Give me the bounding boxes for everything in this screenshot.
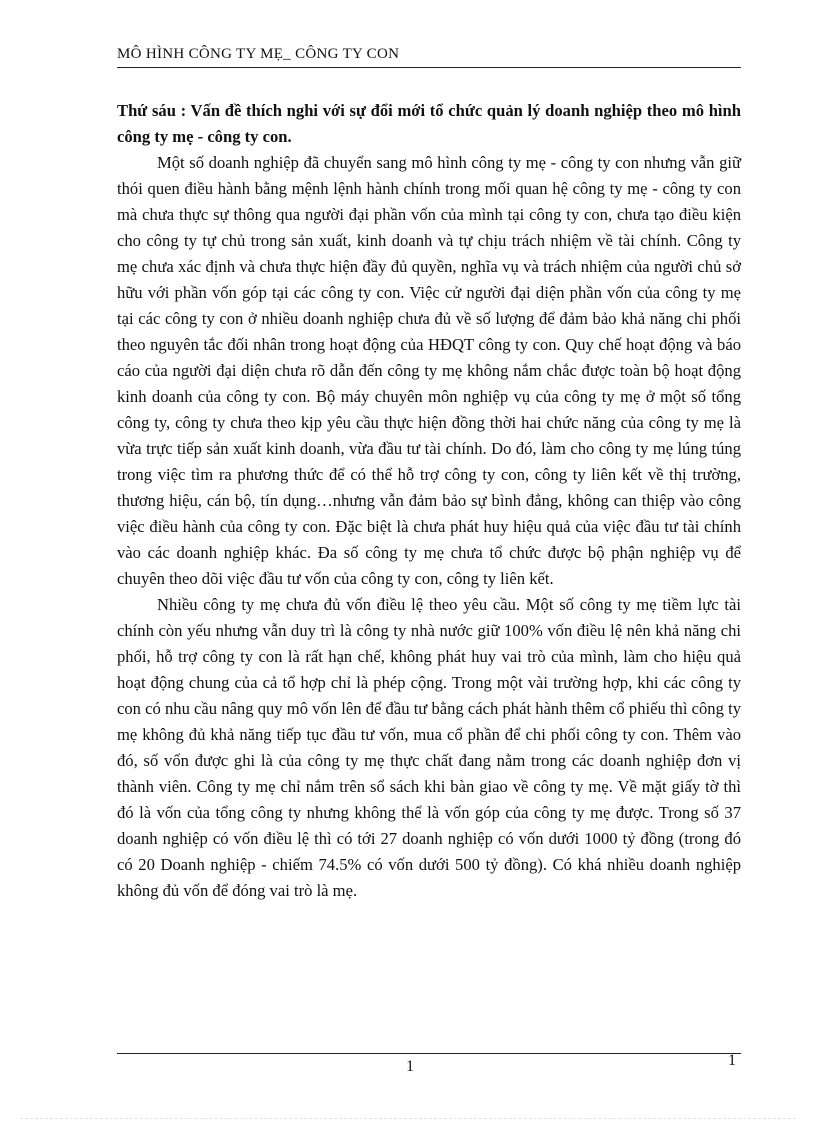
page-number: 1 [406,1058,414,1075]
page-number-corner: 1 [728,1052,736,1069]
page-edge-divider [20,1118,796,1119]
document-body [117,98,741,904]
footer-divider [117,1053,741,1054]
running-header: MÔ HÌNH CÔNG TY MẸ_ CÔNG TY CON [117,46,400,62]
body-paragraph-2: Nhiều công ty mẹ chưa đủ vốn điều lệ theo yêu cầu. Một số công ty mẹ tiềm lực tài chính còn yếu nhưng vẫn duy trì là công ty nhà nước giữ 100% vốn điều lệ nên khả năng chi phối, hỗ trợ công ty con là rất hạn chế, không phát huy vai trò của mình, làm cho hiệu quả hoạt động chung của cả tổ hợp chỉ là phép cộng. Trong một vài trường hợp, khi các công ty con có nhu cầu nâng quy mô vốn lên để đầu tư bằng cách phát hành thêm cổ phiếu thì công ty mẹ không đủ khả năng tiếp tục đầu tư vốn, mua cổ phần để chi phối công ty con. Thêm vào đó, số vốn được ghi là của công ty mẹ thực chất đang nằm trong các doanh nghiệp đơn vị thành viên. Công ty mẹ chỉ nắm trên sổ sách khi bàn giao về công ty mẹ. Về mặt giấy tờ thì đó là vốn của tổng công ty nhưng không thể là vốn góp của công ty mẹ được. Trong số 37 doanh nghiệp có vốn điều lệ thì có tới 27 doanh nghiệp có vốn dưới 1000 tỷ đồng (trong đó có 20 Doanh nghiệp - chiếm 74.5% có vốn dưới 500 tỷ đồng). Có khá nhiều doanh nghiệp không đủ vốn để đóng vai trò là mẹ. [117,595,741,900]
section-heading: Thứ sáu : Vấn đề thích nghi với sự đổi mới tổ chức quản lý doanh nghiệp theo mô hình công ty mẹ - công ty con. [117,101,741,146]
header-divider [117,67,741,68]
body-paragraph-1: Một số doanh nghiệp đã chuyển sang mô hình công ty mẹ - công ty con nhưng vẫn giữ thói quen điều hành bằng mệnh lệnh hành chính trong mối quan hệ công ty mẹ - công ty con mà chưa thực sự thông qua người đại phần vốn của mình tại công ty con, chưa tạo điều kiện cho công ty tự chủ trong sản xuất, kinh doanh và tự chịu trách nhiệm về tài chính. Công ty mẹ chưa xác định và chưa thực hiện đầy đủ quyền, nghĩa vụ và trách nhiệm của người chủ sở hữu với phần vốn góp tại các công ty con. Việc cử người đại diện phần vốn của công ty mẹ tại các công ty con ở nhiều doanh nghiệp chưa đủ về số lượng để đảm bảo khả năng chi phối theo nguyên tắc đối nhân trong hoạt động của HĐQT công ty con. Quy chế hoạt động và báo cáo của người đại diện chưa rõ dẫn đến công ty mẹ không nắm chắc được toàn bộ hoạt động kinh doanh của công ty con. Bộ máy chuyên môn nghiệp vụ của công ty mẹ ở một số tổng công ty, công ty chưa theo kịp yêu cầu thực hiện đồng thời hai chức năng của công ty mẹ là vừa trực tiếp sản xuất kinh doanh, vừa đầu tư tài chính. Do đó, làm cho công ty mẹ lúng túng trong việc tìm ra phương thức để có thể hỗ trợ công ty con, công ty liên kết về thị trường, thương hiệu, cán bộ, tín dụng…nhưng vẫn đảm bảo sự bình đẳng, không can thiệp vào công việc điều hành của công ty con. Đặc biệt là chưa phát huy hiệu quả của việc đầu tư tài chính vào các doanh nghiệp khác. Đa số công ty mẹ chưa tổ chức được bộ phận nghiệp vụ để chuyên theo dõi việc đầu tư vốn của công ty con, công ty liên kết. [117,153,741,588]
